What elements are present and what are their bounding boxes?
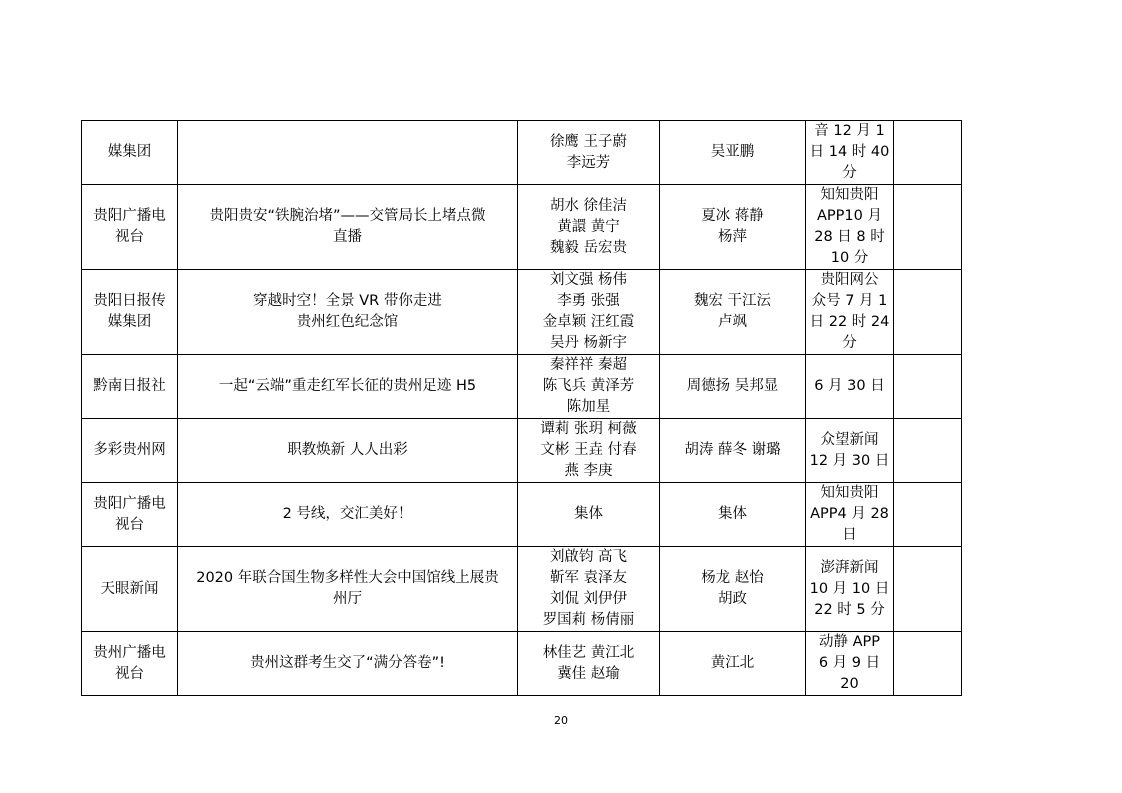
authors-cell: 秦祥祥 秦超 陈飞兵 黄泽芳 陈加星	[518, 355, 660, 419]
unit-cell: 贵阳广播电 视台	[82, 185, 178, 270]
date-cell: 众望新闻 12 月 30 日	[806, 419, 894, 483]
editors-cell: 黄江北	[660, 632, 806, 696]
editors-cell: 吴亚鹏	[660, 121, 806, 185]
title-cell	[178, 121, 518, 185]
editors-cell: 夏冰 蒋静 杨萍	[660, 185, 806, 270]
title-cell: 一起“云端”重走红军长征的贵州足迹 H5	[178, 355, 518, 419]
unit-cell: 天眼新闻	[82, 547, 178, 632]
authors-cell: 谭莉 张玥 柯薇 文彬 王垚 付春 燕 李庚	[518, 419, 660, 483]
title-cell: 贵阳贵安“铁腕治堵”——交管局长上堵点微 直播	[178, 185, 518, 270]
date-cell: 音 12 月 1 日 14 时 40 分	[806, 121, 894, 185]
note-cell	[894, 355, 962, 419]
table-row	[82, 547, 962, 632]
date-cell: 知知贵阳 APP4 月 28 日	[806, 483, 894, 547]
note-cell	[894, 547, 962, 632]
unit-cell: 黔南日报社	[82, 355, 178, 419]
authors-cell: 集体	[518, 483, 660, 547]
award-table	[81, 120, 962, 696]
note-cell	[894, 483, 962, 547]
editors-cell: 杨龙 赵怡 胡政	[660, 547, 806, 632]
editors-cell: 周德扬 吴邦显	[660, 355, 806, 419]
editors-cell: 集体	[660, 483, 806, 547]
table-row	[82, 270, 962, 355]
unit-cell: 多彩贵州网	[82, 419, 178, 483]
title-cell: 2020 年联合国生物多样性大会中国馆线上展贵 州厅	[178, 547, 518, 632]
note-cell	[894, 121, 962, 185]
date-cell: 贵阳网公 众号 7 月 1 日 22 时 24 分	[806, 270, 894, 355]
authors-cell: 刘文强 杨伟 李勇 张强 金卓颖 汪红霞 吴丹 杨新宇	[518, 270, 660, 355]
note-cell	[894, 185, 962, 270]
unit-cell: 贵阳日报传 媒集团	[82, 270, 178, 355]
date-cell: 6 月 30 日	[806, 355, 894, 419]
note-cell	[894, 270, 962, 355]
authors-cell: 林佳艺 黄江北 冀佳 赵瑜	[518, 632, 660, 696]
date-cell: 知知贵阳 APP10 月 28 日 8 时 10 分	[806, 185, 894, 270]
date-cell: 澎湃新闻 10 月 10 日 22 时 5 分	[806, 547, 894, 632]
table-row	[82, 355, 962, 419]
table-row	[82, 483, 962, 547]
unit-cell: 贵阳广播电 视台	[82, 483, 178, 547]
authors-cell: 徐鹰 王子蔚 李远芳	[518, 121, 660, 185]
unit-cell: 媒集团	[82, 121, 178, 185]
table-row	[82, 419, 962, 483]
title-cell: 贵州这群考生交了“满分答卷”!	[178, 632, 518, 696]
note-cell	[894, 632, 962, 696]
page-number: 20	[554, 714, 568, 727]
note-cell	[894, 419, 962, 483]
authors-cell: 刘啟钧 高飞 靳军 袁泽友 刘侃 刘伊伊 罗国莉 杨倩丽	[518, 547, 660, 632]
table-row	[82, 185, 962, 270]
editors-cell: 胡涛 薛冬 谢璐	[660, 419, 806, 483]
date-cell: 动静 APP 6 月 9 日 20	[806, 632, 894, 696]
title-cell: 2 号线，交汇美好！	[178, 483, 518, 547]
table-row	[82, 121, 962, 185]
editors-cell: 魏宏 干江沄 卢飒	[660, 270, 806, 355]
title-cell: 穿越时空！全景 VR 带你走进 贵州红色纪念馆	[178, 270, 518, 355]
table-row	[82, 632, 962, 696]
unit-cell: 贵州广播电 视台	[82, 632, 178, 696]
authors-cell: 胡水 徐佳洁 黄譞 黄宁 魏毅 岳宏贵	[518, 185, 660, 270]
title-cell: 职教焕新 人人出彩	[178, 419, 518, 483]
